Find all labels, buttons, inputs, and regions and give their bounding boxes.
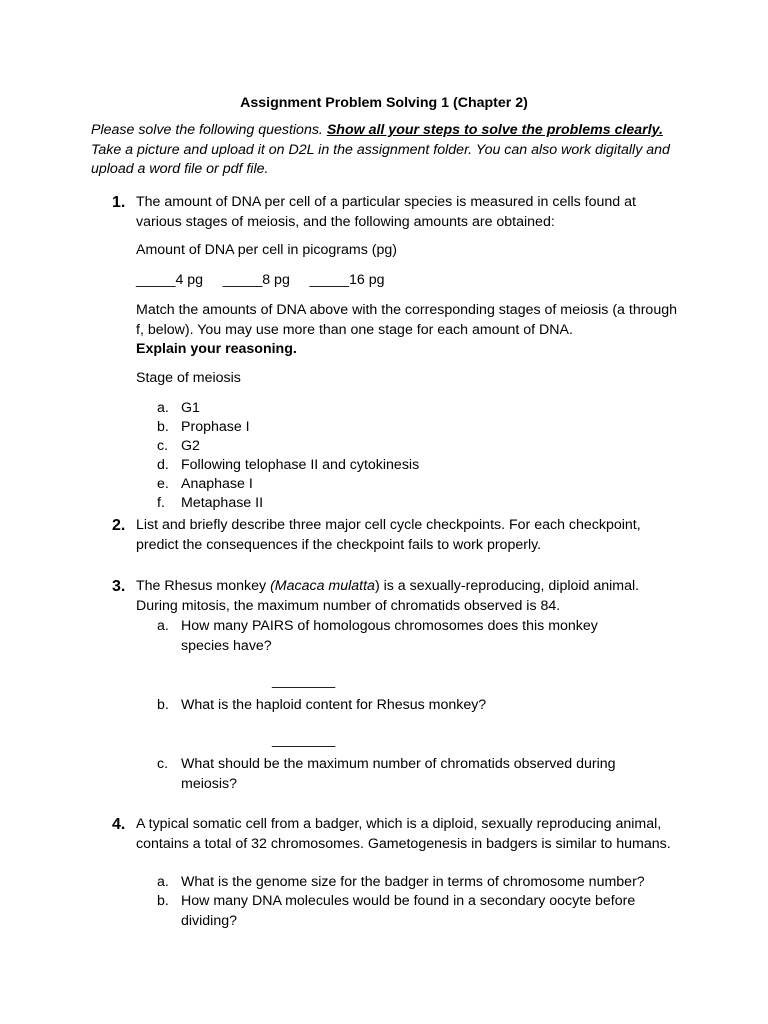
question-number: 3. <box>112 578 126 595</box>
sub-letter: b. <box>157 697 169 713</box>
sub-letter: c. <box>157 756 169 772</box>
answer-blank[interactable]: ________ <box>272 673 336 689</box>
question-2-text: List and briefly describe three major cell cycle checkpoints. For each checkpoint, predict the consequences if the checkpoint fails to work properly. <box>136 517 641 553</box>
sub-text: What should be the maximum number of chromatids observed during meiosis? <box>181 756 616 792</box>
sub-text: How many PAIRS of homologous chromosomes does this monkey species have? <box>181 618 598 654</box>
stage-text: Prophase I <box>181 419 250 435</box>
match-instructions <box>136 301 681 360</box>
stage-label: Stage of meiosis <box>136 370 241 386</box>
sub-letter: a. <box>157 618 169 634</box>
stage-letter: f. <box>157 495 165 511</box>
stage-letter: a. <box>157 400 169 416</box>
instructions-emphasis: Show all your steps to solve the problems clearly. <box>326 122 663 138</box>
question-number: 4. <box>112 816 126 833</box>
stage-letter: d. <box>157 457 169 473</box>
stage-text: G2 <box>181 438 200 454</box>
explain-reasoning: Explain your reasoning. <box>136 341 297 357</box>
stage-letter: c. <box>157 438 169 454</box>
page-title: Assignment Problem Solving 1 (Chapter 2) <box>240 95 528 111</box>
sub-letter: b. <box>157 893 169 909</box>
instructions-text-2: Take a picture and upload it on D2L in the assignment folder. You can also work digitally and upload a word file or pdf file. <box>91 141 670 177</box>
stage-text: Metaphase II <box>181 495 264 511</box>
sub-text: What is the genome size for the badger in terms of chromosome number? <box>181 874 645 890</box>
question-1-text: The amount of DNA per cell of a particular species is measured in cells found at various stages of meiosis, and the following amounts are obtained: <box>136 194 636 230</box>
stage-text: Following telophase II and cytokinesis <box>181 457 420 473</box>
instructions-text-1: Please solve the following questions. <box>91 122 327 138</box>
answer-blank[interactable]: ________ <box>272 732 336 748</box>
q3-text-b: ) is a sexually-reproducing, diploid animal. During mitosis, the maximum number of chromatids observed is 84. <box>136 578 640 614</box>
question-4-text: A typical somatic cell from a badger, which is a diploid, sexually reproducing animal, contains a total of 32 chromosomes. Gametogenesis in badgers is similar to humans. <box>136 816 671 852</box>
stage-text: Anaphase I <box>181 476 253 492</box>
question-number: 2. <box>112 517 126 534</box>
question-number: 1. <box>112 194 126 211</box>
question-3-text <box>136 577 681 616</box>
species-name: (Macaca mulatta <box>270 578 375 594</box>
q3-text-a: The Rhesus monkey <box>136 578 271 594</box>
match-text: Match the amounts of DNA above with the corresponding stages of meiosis (a through f, below). You may use more than one stage for each amount of DNA. <box>136 302 677 338</box>
sub-text: What is the haploid content for Rhesus monkey? <box>181 697 487 713</box>
stage-letter: e. <box>157 476 169 492</box>
stage-text: G1 <box>181 400 200 416</box>
sub-text: How many DNA molecules would be found in a secondary oocyte before dividing? <box>181 893 636 929</box>
stage-letter: b. <box>157 419 169 435</box>
amount-label: Amount of DNA per cell in picograms (pg) <box>136 242 397 258</box>
instructions <box>91 121 681 180</box>
amount-blanks: _____4 pg _____8 pg _____16 pg <box>136 272 385 288</box>
sub-letter: a. <box>157 874 169 890</box>
